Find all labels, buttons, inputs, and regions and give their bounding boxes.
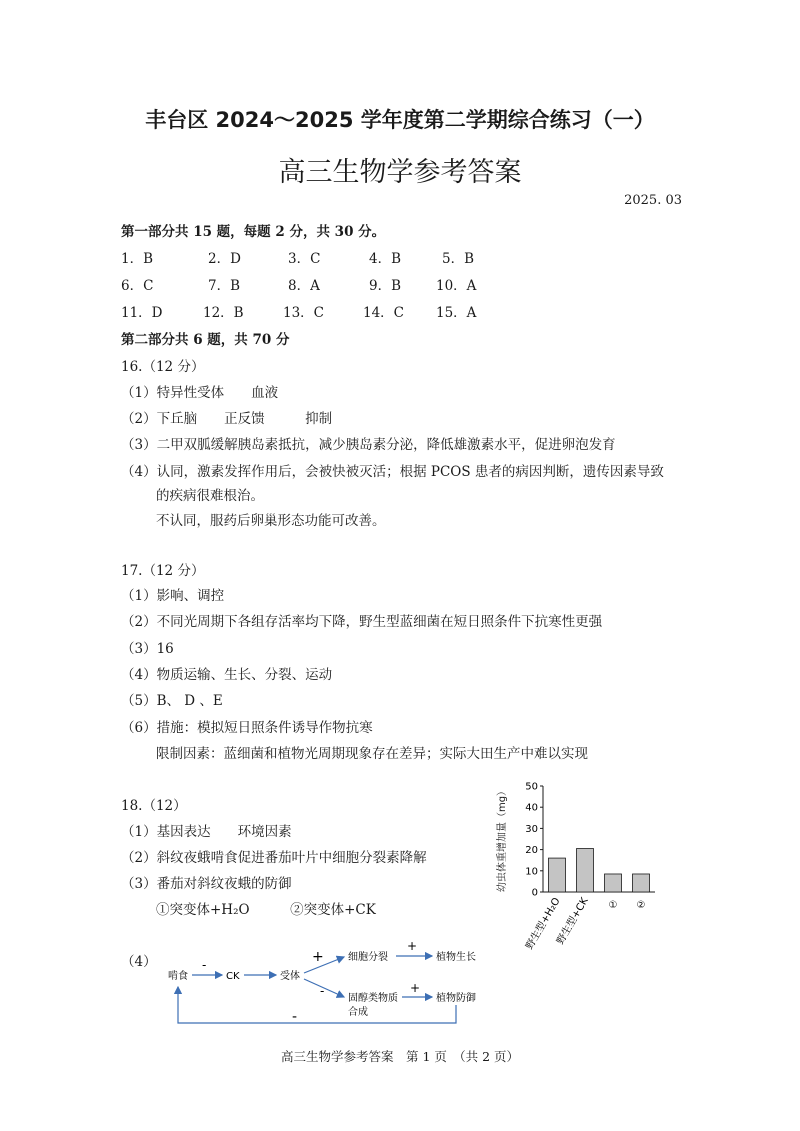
sign-feedback: - — [292, 1009, 298, 1025]
q17-line-6: （6）措施：模拟短日照条件诱导作物抗寒 — [121, 720, 373, 736]
bar-3 — [605, 874, 622, 892]
page-title: 丰台区 2024～2025 学年度第二学期综合练习（一） — [145, 108, 655, 132]
answer-2: 2．D — [208, 251, 241, 267]
y-tick-label: 20 — [525, 845, 538, 857]
q18-line-1: （1）基因表达 环境因素 — [121, 824, 292, 840]
answer-9: 9．B — [369, 278, 402, 294]
x-category-label: ① — [608, 900, 618, 911]
node-feeding: 啃食 — [168, 971, 188, 982]
q16-line-5: 的疾病很难根治。 — [156, 488, 264, 504]
answer-14: 14．C — [363, 305, 405, 321]
q16-title: 16.（12 分） — [121, 359, 205, 375]
x-category-label: ② — [636, 900, 646, 911]
q16-line-1: （1）特异性受体 血液 — [121, 385, 279, 401]
q17-line-5: （5）B、 D 、E — [121, 693, 223, 709]
y-tick-label: 30 — [525, 823, 538, 835]
answer-13: 13．C — [283, 305, 325, 321]
answer-10: 10．A — [436, 278, 477, 294]
answer-1: 1．B — [121, 251, 154, 267]
x-category-label: 野生型+CK — [555, 896, 591, 947]
arrow-receptor-division — [304, 957, 344, 973]
page-footer: 高三生物学参考答案 第 1 页 （共 2 页） — [280, 1049, 520, 1064]
exam-date: 2025. 03 — [624, 193, 682, 208]
answer-11: 11．D — [121, 305, 163, 321]
larva-weight-bar-chart — [495, 772, 680, 972]
bar-4 — [633, 874, 650, 892]
q17-line-3: （3）16 — [121, 641, 174, 657]
q18-line-3: （3）番茄对斜纹夜蛾的防御 — [121, 876, 292, 892]
q16-line-4: （4）认同，激素发挥作用后，会被快被灭活；根据 PCOS 患者的病因判断，遗传因素导致 — [121, 464, 664, 480]
y-tick-label: 0 — [531, 887, 538, 899]
q17-line-4: （4）物质运输、生长、分裂、运动 — [121, 667, 333, 683]
sign-receptor-sterol: - — [320, 984, 325, 998]
node-plant-defense: 植物防御 — [436, 993, 476, 1004]
q17-line-2: （2）不同光周期下各组存活率均下降，野生型蓝细菌在短日照条件下抗寒性更强 — [121, 614, 603, 630]
part1-heading: 第一部分共 15 题，每题 2 分，共 30 分。 — [121, 224, 386, 240]
q17-title: 17.（12 分） — [121, 563, 205, 579]
node-cell-division: 细胞分裂 — [348, 952, 388, 963]
q18-title: 18.（12） — [121, 798, 187, 814]
bar-1 — [549, 858, 566, 892]
q18-line-2: （2）斜纹夜蛾啃食促进番茄叶片中细胞分裂素降解 — [121, 850, 427, 866]
part2-heading: 第二部分共 6 题，共 70 分 — [121, 332, 290, 348]
cytokinin-pathway-diagram — [160, 935, 490, 1030]
y-tick-label: 40 — [525, 802, 538, 814]
answer-5: 5．B — [442, 251, 475, 267]
answer-7: 7．B — [208, 278, 241, 294]
q17-line-1: （1）影响、调控 — [121, 588, 225, 604]
node-ck: CK — [226, 971, 240, 982]
q18-part4-label: （4） — [121, 954, 157, 970]
bar-2 — [577, 849, 594, 892]
q17-line-7: 限制因素：蓝细菌和植物光周期现象存在差异；实际大田生产中难以实现 — [156, 746, 588, 762]
q16-line-3: （3）二甲双胍缓解胰岛素抵抗，减少胰岛素分泌，降低雄激素水平，促进卵泡发育 — [121, 437, 616, 453]
answer-8: 8．A — [288, 278, 320, 294]
answer-4: 4．B — [369, 251, 402, 267]
page-subtitle: 高三生物学参考答案 — [278, 157, 522, 188]
x-category-label: 野生型+H₂O — [524, 896, 563, 952]
sign-division-growth: + — [407, 939, 418, 953]
sign-sterol-defense: + — [410, 981, 421, 995]
answer-3: 3．C — [288, 251, 321, 267]
node-receptor: 受体 — [280, 971, 300, 982]
answer-15: 15．A — [436, 305, 477, 321]
y-tick-label: 10 — [525, 866, 538, 878]
node-sterol-synthesis: 固醇类物质 — [348, 993, 398, 1004]
sign-receptor-division: + — [312, 949, 324, 965]
answer-6: 6．C — [121, 278, 154, 294]
node-plant-growth: 植物生长 — [436, 952, 476, 963]
y-tick-label: 50 — [525, 781, 538, 793]
node-sterol-synthesis-line2: 合成 — [348, 1007, 368, 1018]
answer-12: 12．B — [203, 305, 244, 321]
sign-feeding-ck: - — [202, 958, 207, 972]
q16-line-2: （2）下丘脑 正反馈 抑制 — [121, 411, 333, 427]
chart-y-axis-label: 幼虫体重增加量（mg） — [497, 785, 508, 893]
q18-line-4: ①突变体+H₂O ②突变体+CK — [156, 902, 376, 918]
q16-line-6: 不认同，服药后卵巢形态功能可改善。 — [156, 513, 386, 529]
